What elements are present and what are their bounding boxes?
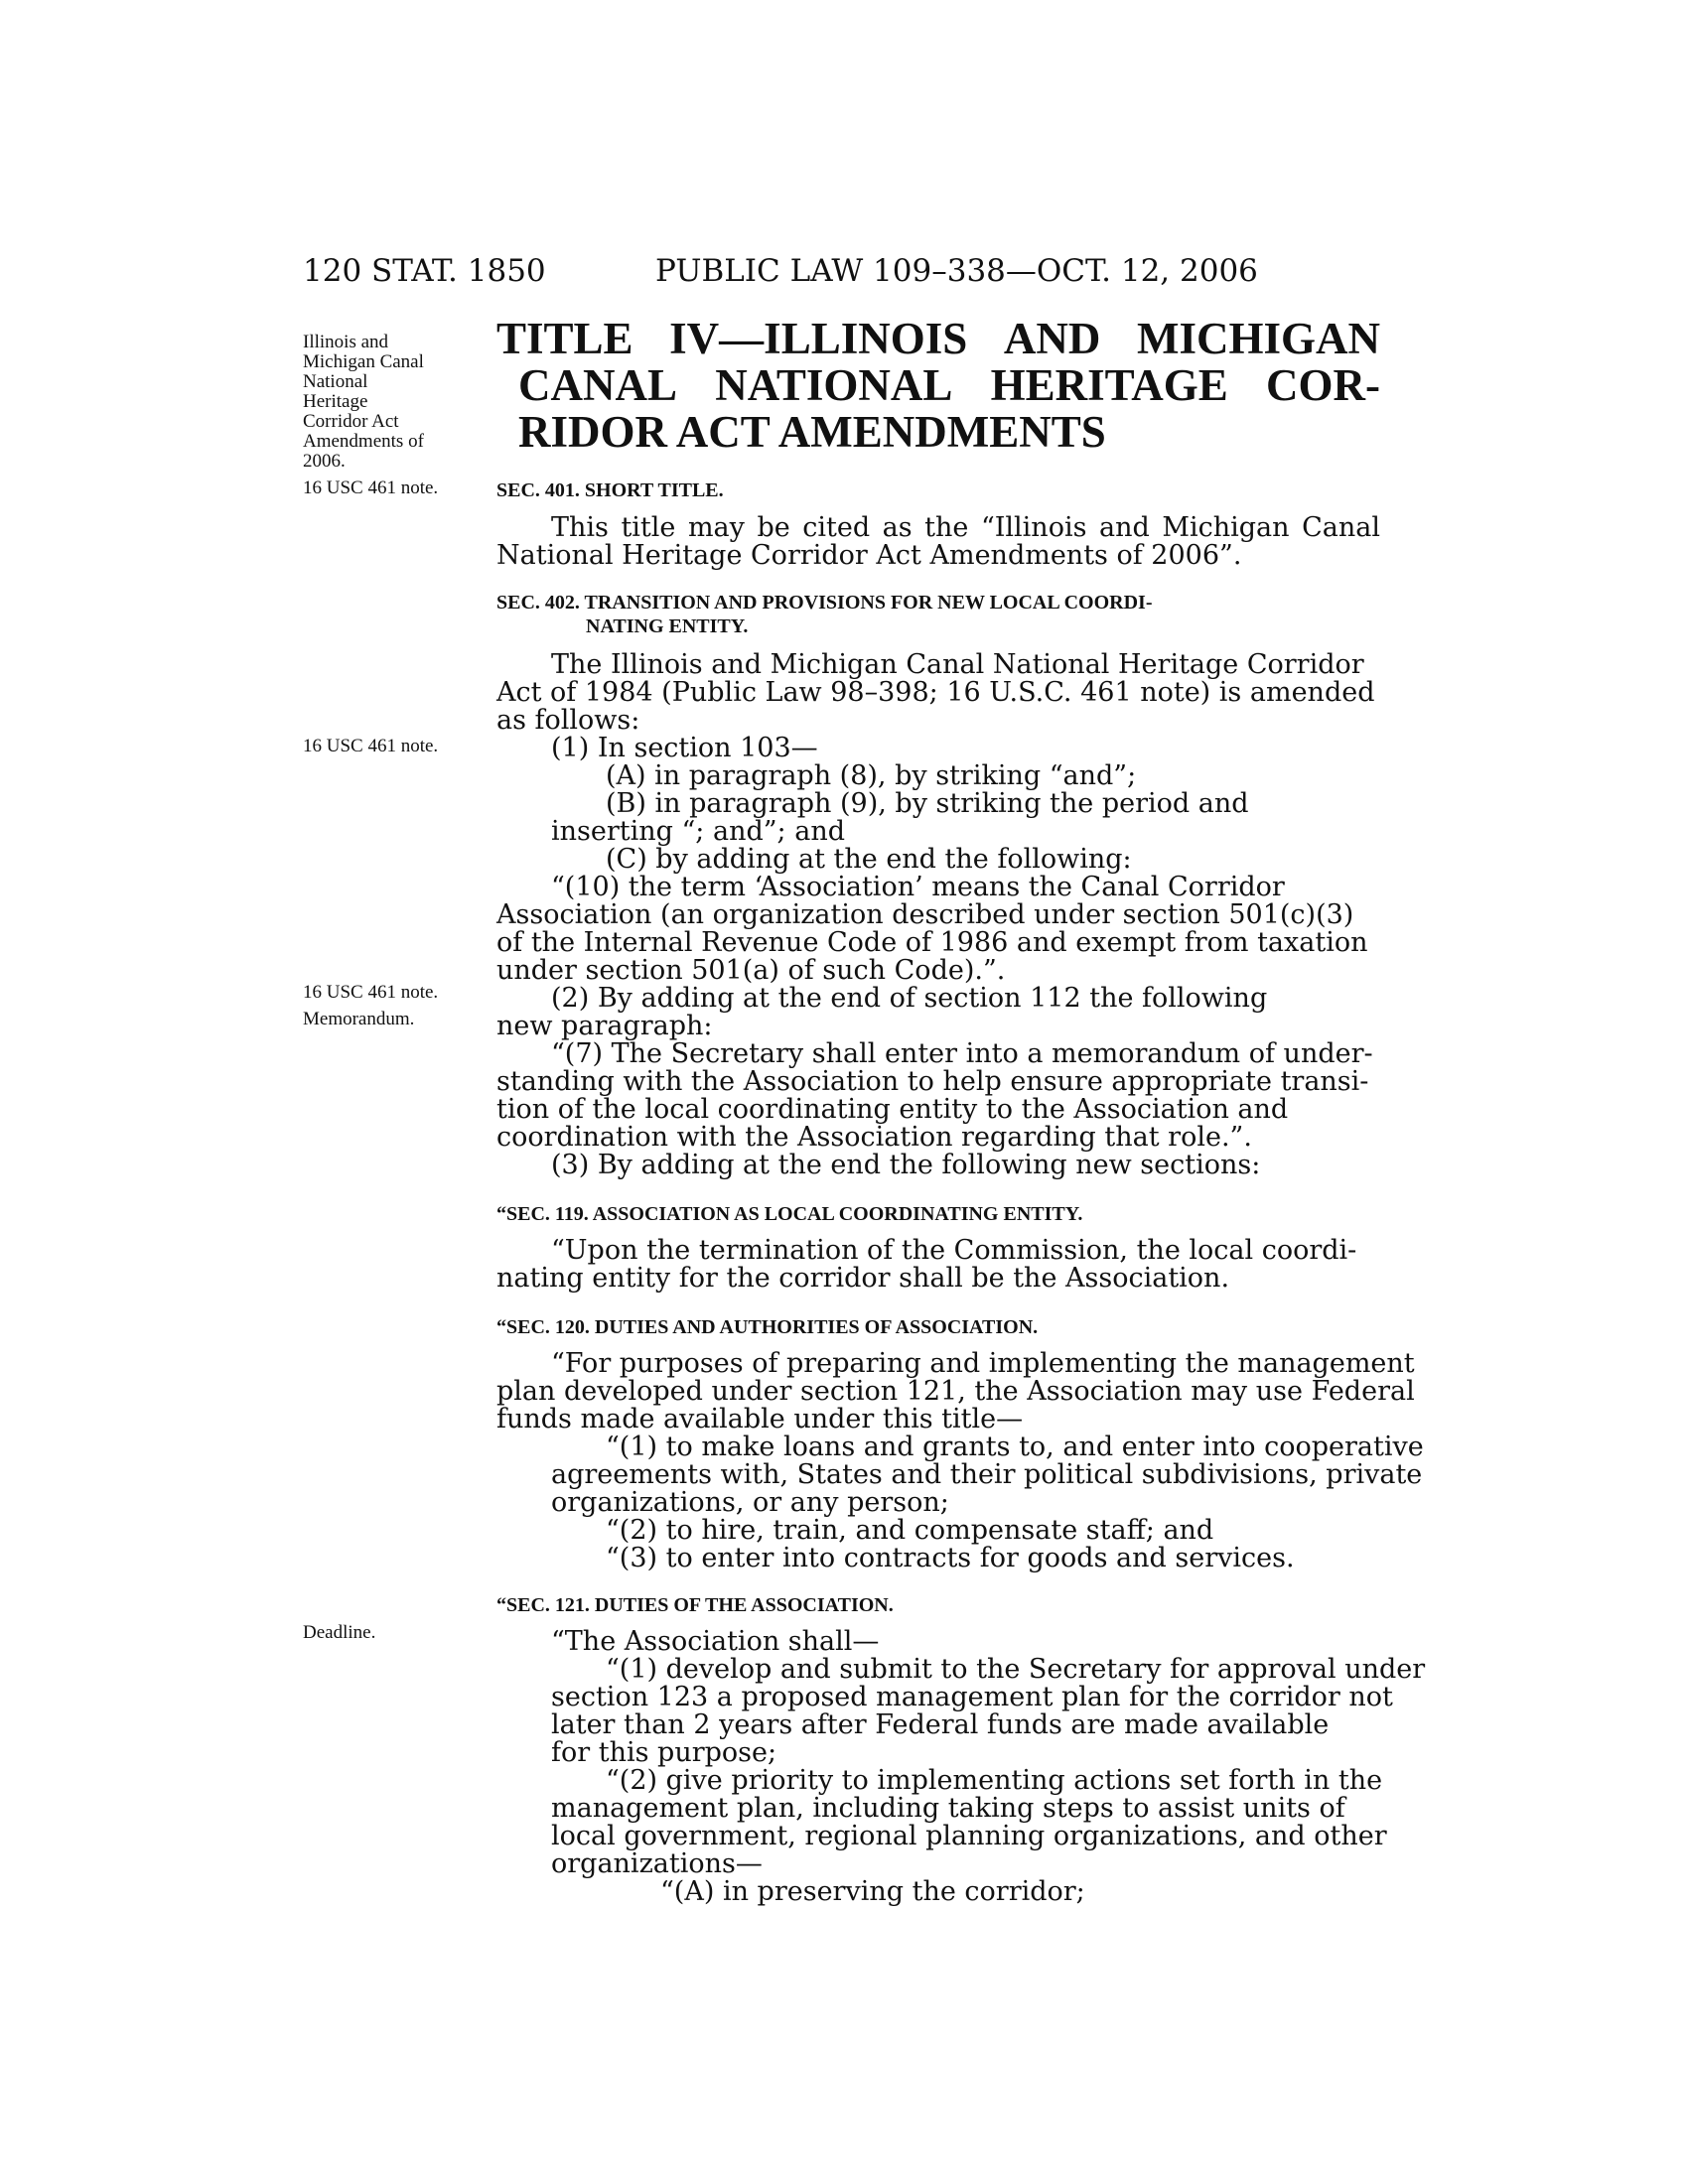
- text-line: (3) By adding at the end the following new sections:: [551, 1150, 1261, 1180]
- margin-note-usc: 16 USC 461 note.: [303, 982, 439, 1003]
- section-402-heading-cont: NATING ENTITY.: [586, 615, 749, 637]
- word: as: [882, 512, 913, 543]
- text-line: “(2) give priority to implementing actions set forth in the: [606, 1765, 1383, 1796]
- text-line: Act of 1984 (Public Law 98–398; 16 U.S.C. 461 note) is amended: [496, 677, 1375, 708]
- word: This: [551, 512, 609, 543]
- text-line: of the Internal Revenue Code of 1986 and exempt from taxation: [496, 927, 1368, 958]
- section-121-heading: “SEC. 121. DUTIES OF THE ASSOCIATION.: [496, 1594, 894, 1616]
- text-line: section 123 a proposed management plan for the corridor not: [551, 1682, 1393, 1712]
- title-heading: [496, 316, 1380, 456]
- section-401-heading: SEC. 401. SHORT TITLE.: [496, 479, 724, 501]
- text-line: later than 2 years after Federal funds are made available: [551, 1709, 1330, 1740]
- text-line: organizations, or any person;: [551, 1487, 949, 1518]
- text-line: coordination with the Association regarding that role.”.: [496, 1122, 1252, 1153]
- margin-note-deadline: Deadline.: [303, 1622, 376, 1643]
- page-stat-number: 120 STAT. 1850: [303, 253, 546, 289]
- section-402-heading: SEC. 402. TRANSITION AND PROVISIONS FOR NEW LOCAL COORDI-: [496, 592, 1153, 614]
- text-line: “(2) to hire, train, and compensate staff; and: [606, 1515, 1214, 1546]
- margin-note-act-name: Illinois and Michigan Canal National Heritage Corridor Act Amendments of 2006.: [303, 332, 424, 472]
- text-line: tion of the local coordinating entity to the Association and: [496, 1094, 1289, 1125]
- text-line: management plan, including taking steps to assist units of: [551, 1793, 1345, 1824]
- text-line: “(1) develop and submit to the Secretary for approval under: [606, 1654, 1426, 1685]
- text-line: under section 501(a) of such Code).”.: [496, 955, 1006, 986]
- word: the: [924, 512, 969, 543]
- text-line: as follows:: [496, 705, 640, 736]
- text-line: standing with the Association to help ensure appropriate transi-: [496, 1066, 1369, 1097]
- text-line: “(10) the term ‘Association’ means the Canal Corridor: [551, 872, 1285, 902]
- margin-note-usc: 16 USC 461 note.: [303, 736, 439, 756]
- text-line: “(7) The Secretary shall enter into a memorandum of under-: [551, 1038, 1373, 1069]
- text-line: organizations—: [551, 1848, 763, 1879]
- section-119-heading: “SEC. 119. ASSOCIATION AS LOCAL COORDINATING ENTITY.: [496, 1203, 1083, 1225]
- text-line: (C) by adding at the end the following:: [606, 844, 1132, 875]
- text-line: (2) By adding at the end of section 112 the following: [551, 983, 1268, 1014]
- text-line: local government, regional planning organizations, and other: [551, 1821, 1387, 1851]
- word: cited: [802, 512, 871, 543]
- text-line: plan developed under section 121, the Association may use Federal: [496, 1376, 1415, 1407]
- title-line-3: RIDOR ACT AMENDMENTS: [518, 407, 1106, 457]
- text-line: funds made available under this title—: [496, 1404, 1024, 1434]
- word: Canal: [1302, 512, 1380, 543]
- word: “Illinois: [980, 512, 1087, 543]
- title-line-2: CANAL NATIONAL HERITAGE COR-: [518, 360, 1380, 410]
- word: Michigan: [1162, 512, 1290, 543]
- text-line: “The Association shall—: [551, 1626, 880, 1657]
- text-line: “(A) in preserving the corridor;: [660, 1876, 1085, 1907]
- word: may: [687, 512, 745, 543]
- text-line: new paragraph:: [496, 1011, 713, 1041]
- word: and: [1099, 512, 1150, 543]
- text-line: Association (an organization described under section 501(c)(3): [496, 899, 1354, 930]
- text-line: [551, 514, 1380, 542]
- word: title: [621, 512, 676, 543]
- text-line: “(3) to enter into contracts for goods and services.: [606, 1543, 1295, 1573]
- text-line: “For purposes of preparing and implementing the management: [551, 1348, 1415, 1379]
- text-line: for this purpose;: [551, 1737, 777, 1768]
- text-line: (A) in paragraph (8), by striking “and”;: [606, 760, 1137, 791]
- text-line: agreements with, States and their political subdivisions, private: [551, 1459, 1423, 1490]
- text-line: inserting “; and”; and: [551, 816, 846, 847]
- public-law-citation: PUBLIC LAW 109–338—OCT. 12, 2006: [655, 253, 1258, 289]
- text-line: “(1) to make loans and grants to, and enter into cooperative: [606, 1432, 1424, 1462]
- text-line: nating entity for the corridor shall be the Association.: [496, 1263, 1230, 1294]
- text-line: (1) In section 103—: [551, 733, 818, 763]
- margin-note-usc: 16 USC 461 note.: [303, 478, 439, 498]
- title-line-1: TITLE IV—ILLINOIS AND MICHIGAN: [496, 314, 1380, 363]
- word: be: [757, 512, 790, 543]
- text-line: (B) in paragraph (9), by striking the period and: [606, 788, 1249, 819]
- margin-note-memorandum: Memorandum.: [303, 1009, 415, 1029]
- text-line: The Illinois and Michigan Canal National Heritage Corridor: [551, 649, 1364, 680]
- section-120-heading: “SEC. 120. DUTIES AND AUTHORITIES OF ASSOCIATION.: [496, 1316, 1039, 1338]
- text-line: National Heritage Corridor Act Amendments of 2006”.: [496, 540, 1242, 571]
- text-line: “Upon the termination of the Commission, the local coordi-: [551, 1235, 1357, 1266]
